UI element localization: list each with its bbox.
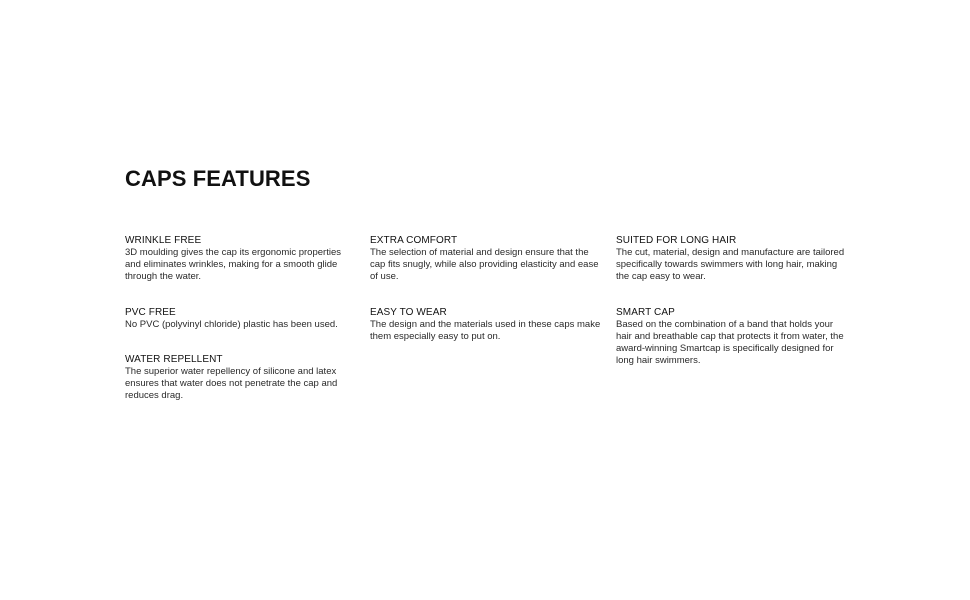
caps-features-section	[125, 165, 865, 402]
feature-title: SMART CAP	[616, 306, 675, 318]
feature-suited-long-hair	[616, 235, 848, 284]
feature-title: SUITED FOR LONG HAIR	[616, 235, 737, 246]
feature-wrinkle-free	[125, 235, 357, 284]
feature-water-repellent	[125, 354, 357, 403]
feature-title: PVC FREE	[125, 306, 176, 318]
feature-description: No PVC (polyvinyl chloride) plastic has been used.	[125, 318, 338, 330]
feature-description: 3D moulding gives the cap its ergonomic properties and eliminates wrinkles, making for a smooth glide through the water.	[125, 247, 341, 283]
feature-title: WATER REPELLENT	[125, 353, 223, 365]
features-column-2	[370, 235, 602, 366]
features-column-3	[616, 235, 848, 390]
feature-extra-comfort	[370, 235, 602, 284]
feature-description: Based on the combination of a band that holds your hair and breathable cap that protects it from water, the award-winning Smartcap is specifically designed for long hair swimmers.	[616, 318, 844, 367]
feature-description: The superior water repellency of silicone and latex ensures that water does not penetrate the cap and reduces drag.	[125, 365, 338, 402]
feature-title: EXTRA COMFORT	[370, 235, 458, 246]
feature-description: The cut, material, design and manufacture are tailored specifically towards swimmers with long hair, making the cap easy to wear.	[616, 247, 845, 283]
feature-pvc-free	[125, 307, 357, 331]
feature-easy-to-wear	[370, 307, 602, 343]
feature-smart-cap	[616, 307, 848, 368]
feature-title: EASY TO WEAR	[370, 306, 447, 318]
features-column-1	[125, 235, 357, 425]
page-title: CAPS FEATURES	[125, 166, 311, 191]
feature-description: The selection of material and design ensure that the cap fits snugly, while also providing elasticity and ease of use.	[370, 247, 599, 283]
feature-title: WRINKLE FREE	[125, 235, 202, 246]
feature-description: The design and the materials used in these caps make them especially easy to put on.	[370, 318, 601, 342]
